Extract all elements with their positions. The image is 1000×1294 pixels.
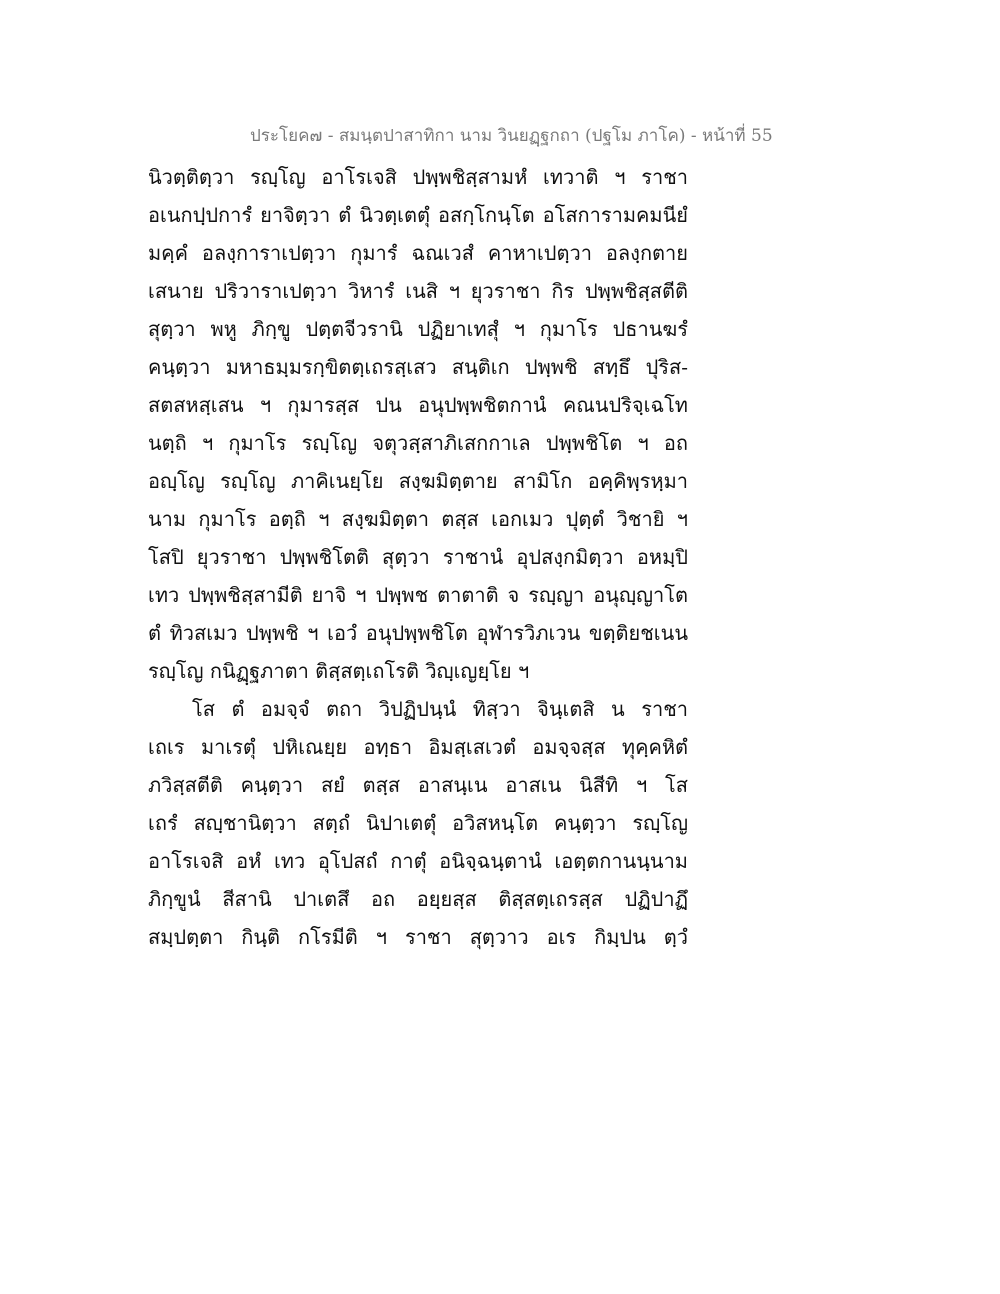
text-line: นาม กุมาโร อตฺถิ ฯ สงฺฆมิตฺตา ตสฺส เอกเมว ปุตฺตํ วิชายิ ฯ — [148, 507, 688, 531]
paragraph-2 — [148, 690, 688, 956]
paragraph-1 — [148, 158, 688, 690]
text-line: นตฺถิ ฯ กุมาโร รญฺโญ จตุวสฺสาภิเสกกาเล ปพฺพชิโต ฯ อถ — [148, 431, 688, 455]
text-line: นิวตฺติตฺวา รญฺโญ อาโรเจสิ ปพฺพชิสฺสามหํ เทวาติ ฯ ราชา — [148, 165, 688, 189]
text-line: สุตฺวา พหู ภิกฺขู ปตฺตจีวรานิ ปฏิยาเทสุํ ฯ กุมาโร ปธานฆรํ — [148, 317, 688, 341]
text-line: สตสหสฺเสน ฯ กุมารสฺส ปน อนุปพฺพชิตกานํ คณนปริจฺเฉโท — [148, 393, 688, 417]
text-line: โสปิ ยุวราชา ปพฺพชิโตติ สุตฺวา ราชานํ อุปสงฺกมิตฺวา อหมฺปิ — [148, 545, 688, 569]
text-line: มคฺคํ อลงฺการาเปตฺวา กุมารํ ฉณเวสํ คาหาเปตฺวา อลงฺกตาย — [148, 241, 688, 265]
text-line: โส ตํ อมจฺจํ ตถา วิปฏิปนฺนํ ทิสฺวา จินฺเตสิ น ราชา — [192, 697, 688, 721]
text-line: ตํ ทิวสเมว ปพฺพชิ ฯ เอวํ อนุปพฺพชิโต อุฬารวิภเวน ขตฺติยชเนน — [148, 621, 688, 645]
text-line: เทว ปพฺพชิสฺสามีติ ยาจิ ฯ ปพฺพช ตาตาติ จ รญฺญา อนุญฺญาโต — [148, 583, 688, 607]
text-line: คนฺตฺวา มหาธมฺมรกฺขิตตฺเถรสฺเสว สนฺติเก ปพฺพชิ สทฺธึ ปุริส- — [148, 355, 688, 379]
text-line: ภวิสฺสตีติ คนฺตฺวา สยํ ตสฺส อาสนฺเน อาสเน นิสีทิ ฯ โส — [148, 773, 688, 797]
text-line: เถเร มาเรตุํ ปหิเณยฺย อทฺธา อิมสฺเสเวตํ อมจฺจสฺส ทุคฺคหิตํ — [148, 735, 688, 759]
text-line: อเนกปฺปการํ ยาจิตฺวา ตํ นิวตฺเตตุํ อสกฺโกนฺโต อโสการามคมนียํ — [148, 203, 688, 227]
text-line: เถรํ สญฺชานิตฺวา สตฺถํ นิปาเตตุํ อวิสหนฺโต คนฺตฺวา รญฺโญ — [148, 811, 688, 835]
running-header: ประโยค๗ - สมนฺตปาสาทิกา นาม วินยฏฺฐกถา (ปฐโม ภาโค) - หน้าที่ 55 — [250, 126, 773, 146]
text-line: รญฺโญ กนิฏฺฐภาตา ติสฺสตฺเถโรติ วิญฺเญยฺโย ฯ — [148, 659, 530, 683]
text-line: อาโรเจสิ อหํ เทว อุโปสถํ กาตุํ อนิจฺฉนฺตานํ เอตฺตกานนฺนาม — [148, 849, 688, 873]
text-line: สมฺปตฺตา กินฺติ กโรมีติ ฯ ราชา สุตฺวาว อเร กิมฺปน ตฺวํ — [148, 925, 688, 949]
body-text — [148, 158, 688, 956]
text-line: อญฺโญ รญฺโญ ภาคิเนยฺโย สงฺฆมิตฺตาย สามิโก อคฺคิพฺรหฺมา — [148, 469, 688, 493]
text-line: เสนาย ปริวาราเปตฺวา วิหารํ เนสิ ฯ ยุวราชา กิร ปพฺพชิสฺสตีติ — [148, 279, 688, 303]
text-line: ภิกฺขูนํ สีสานิ ปาเตสึ อถ อยฺยสฺส ติสฺสตฺเถรสฺส ปฏิปาฏึ — [148, 887, 688, 911]
